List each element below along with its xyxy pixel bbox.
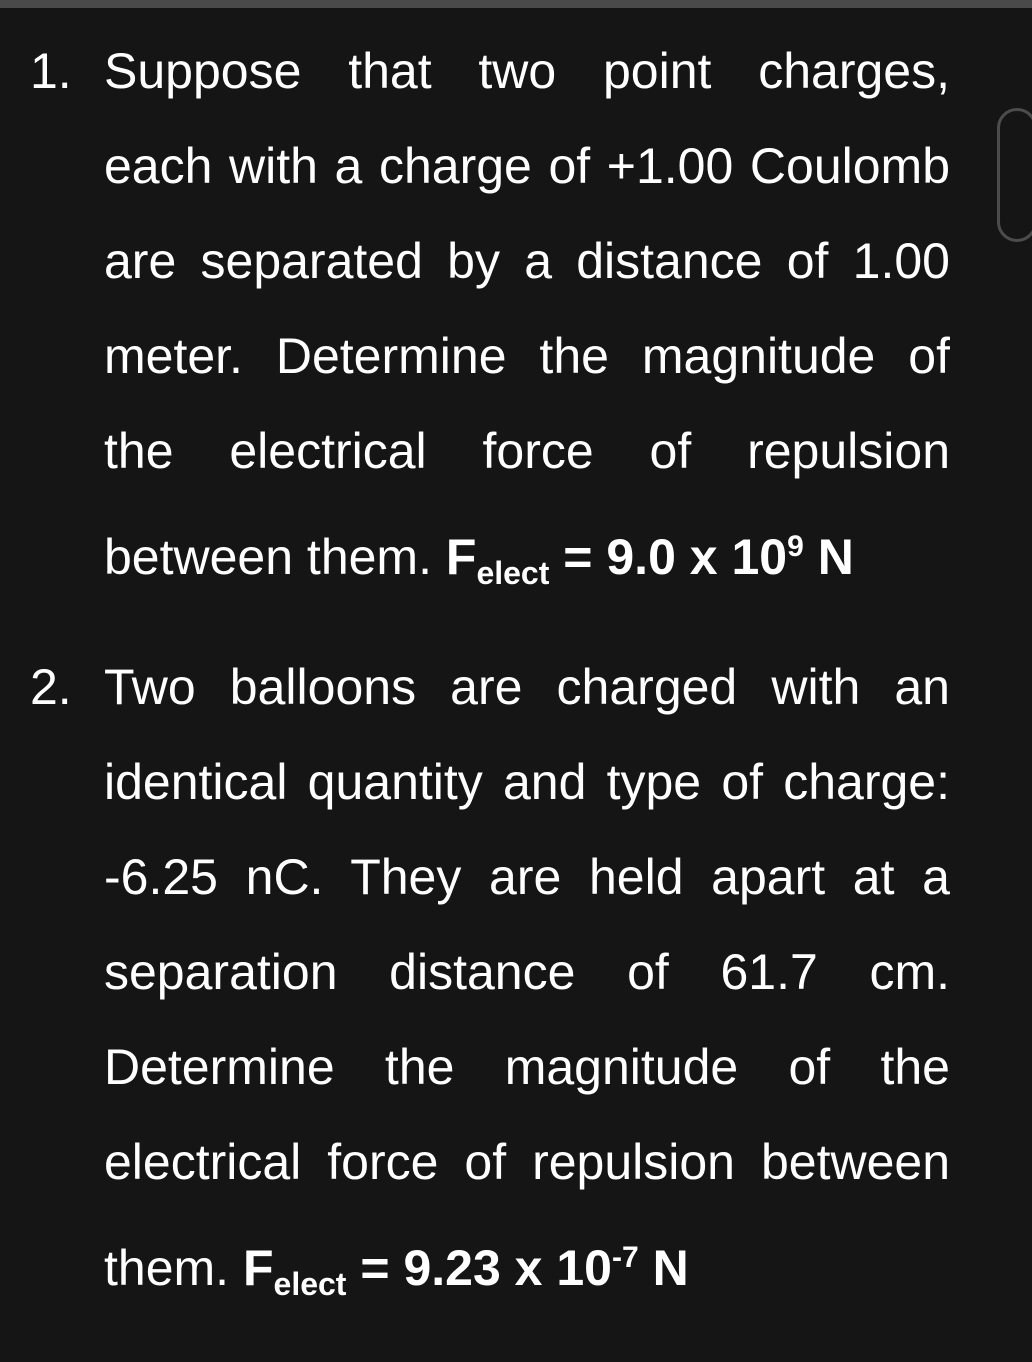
answer-formula bbox=[242, 1240, 689, 1302]
answer-exponent: -7 bbox=[611, 1241, 639, 1274]
force-subscript: elect bbox=[273, 1266, 347, 1302]
force-subscript: elect bbox=[476, 555, 550, 591]
text-line: Two balloons are charged with an bbox=[104, 659, 950, 715]
problem-text bbox=[104, 24, 950, 594]
text-line: meter. Determine the magnitude of bbox=[104, 328, 950, 384]
text-line: the electrical force of repulsion bbox=[104, 423, 950, 479]
text-line: Determine the magnitude of the bbox=[104, 1039, 950, 1095]
force-symbol: F bbox=[445, 529, 477, 585]
answer-value: = 9.23 x 10 bbox=[360, 1240, 612, 1296]
problem-text bbox=[104, 640, 950, 1305]
force-symbol: F bbox=[242, 1240, 274, 1296]
text-line: electrical force of repulsion between bbox=[104, 1134, 950, 1190]
top-status-bar bbox=[0, 0, 1032, 8]
side-scroll-handle[interactable] bbox=[997, 108, 1032, 242]
problem-number: 2. bbox=[30, 659, 72, 715]
text-line: separation distance of 61.7 cm. bbox=[104, 944, 950, 1000]
answer-line bbox=[104, 499, 950, 594]
answer-unit: N bbox=[652, 1240, 689, 1296]
text-line: them. bbox=[104, 1240, 230, 1296]
answer-formula bbox=[445, 529, 854, 591]
answer-exponent: 9 bbox=[787, 530, 804, 563]
text-line: are separated by a distance of 1.00 bbox=[104, 233, 950, 289]
text-line: each with a charge of +1.00 Coulomb bbox=[104, 138, 950, 194]
answer-unit: N bbox=[817, 529, 854, 585]
problem-number: 1. bbox=[30, 43, 72, 99]
answer-value: = 9.0 x 10 bbox=[563, 529, 788, 585]
answer-line bbox=[104, 1210, 950, 1305]
text-line: between them. bbox=[104, 529, 432, 585]
text-line: -6.25 nC. They are held apart at a bbox=[104, 849, 950, 905]
text-line: identical quantity and type of charge: bbox=[104, 754, 950, 810]
text-line: Suppose that two point charges, bbox=[104, 43, 950, 99]
